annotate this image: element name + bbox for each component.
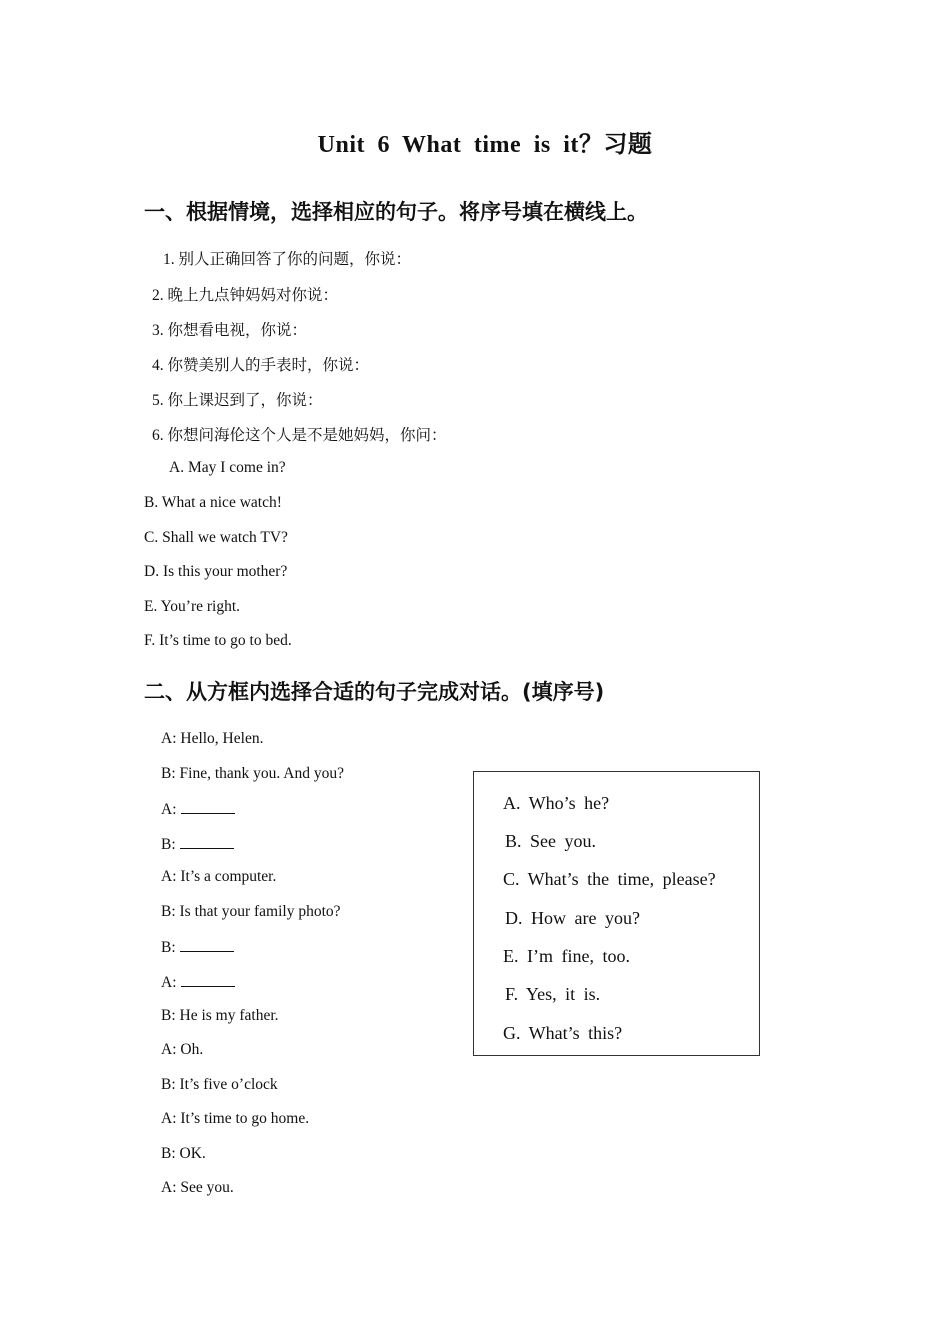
- dialogue-line: B: It’s five o’clock: [161, 1076, 278, 1093]
- speaker-label: A:: [161, 801, 177, 818]
- dialogue-line: A: It’s a computer.: [161, 868, 277, 885]
- section1-heading: 一、根据情境，选择相应的句子。将序号填在横线上。: [144, 200, 648, 224]
- box-option: A. Who’s he?: [503, 793, 610, 813]
- dialogue-line: A: Hello, Helen.: [161, 730, 264, 747]
- dialogue-line: B: Is that your family photo?: [161, 903, 341, 920]
- dialogue-line: A: Oh.: [161, 1041, 204, 1058]
- speaker-label: B:: [161, 939, 176, 956]
- question-item: 2. 晚上九点钟妈妈对你说：: [152, 287, 339, 304]
- answer-option: C. Shall we watch TV?: [144, 529, 288, 546]
- dialogue-line: A: It’s time to go home.: [161, 1110, 310, 1127]
- box-option: D. How are you?: [505, 908, 640, 928]
- answer-blank[interactable]: [180, 834, 234, 849]
- dialogue-line: A: See you.: [161, 1179, 234, 1196]
- dialogue-line: B: OK.: [161, 1145, 206, 1162]
- answer-blank[interactable]: [181, 972, 235, 987]
- dialogue-line-blank: [161, 937, 234, 957]
- page-title: Unit 6 What time is it？习题: [317, 132, 653, 158]
- options-box: [473, 771, 760, 1056]
- dialogue-line: B: He is my father.: [161, 1007, 279, 1024]
- answer-option: F. It’s time to go to bed.: [144, 632, 292, 649]
- dialogue-line-blank: [161, 834, 234, 854]
- box-option: B. See you.: [505, 831, 596, 851]
- box-option: E. I’m fine, too.: [503, 946, 630, 966]
- answer-option: B. What a nice watch!: [144, 494, 282, 511]
- speaker-label: A:: [161, 974, 177, 991]
- box-option: G. What’s this?: [503, 1023, 623, 1043]
- box-option: C. What’s the time, please?: [503, 869, 716, 889]
- dialogue-line-blank: [161, 972, 235, 992]
- box-option: F. Yes, it is.: [505, 984, 601, 1004]
- question-item: 5. 你上课迟到了，你说：: [152, 392, 323, 409]
- question-item: 6. 你想问海伦这个人是不是她妈妈，你问：: [152, 427, 447, 444]
- speaker-label: B:: [161, 836, 176, 853]
- dialogue-line-blank: [161, 799, 235, 819]
- answer-option: A. May I come in?: [169, 459, 286, 476]
- answer-blank[interactable]: [181, 799, 235, 814]
- question-item: 1. 别人正确回答了你的问题，你说：: [163, 251, 412, 268]
- question-item: 4. 你赞美别人的手表时，你说：: [152, 357, 370, 374]
- question-item: 3. 你想看电视，你说：: [152, 322, 308, 339]
- answer-option: E. You’re right.: [144, 598, 241, 615]
- answer-option: D. Is this your mother?: [144, 563, 288, 580]
- section2-heading: 二、从方框内选择合适的句子完成对话。(填序号): [144, 680, 605, 704]
- dialogue-line: B: Fine, thank you. And you?: [161, 765, 344, 782]
- answer-blank[interactable]: [180, 937, 234, 952]
